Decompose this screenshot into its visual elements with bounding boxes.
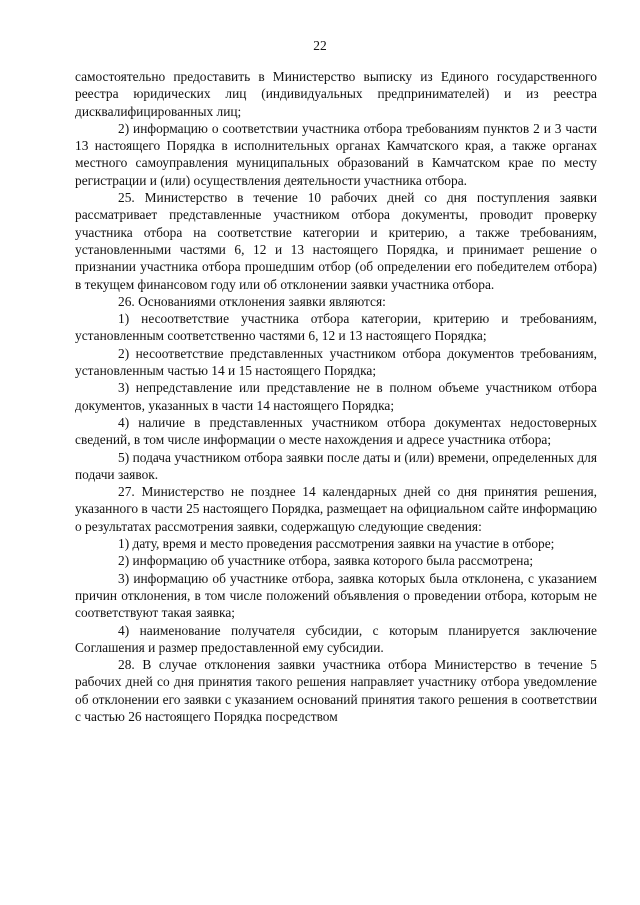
paragraph-11: 2) информацию об участнике отбора, заявка которого была рассмотрена;: [118, 553, 534, 569]
paragraph-4: 1) несоответствие участника отбора категории, критерию и требованиям, установленным соответственно частями 6, 12 и 13 настоящего Порядка;: [75, 311, 597, 344]
paragraph-6: 3) непредставление или представление не в полном объеме участником отбора документов, указанных в части 14 настоящего Порядка;: [75, 380, 597, 413]
paragraph-5: 2) несоответствие представленных участником отбора документов требованиям, установленным частью 14 и 15 настоящего Порядка;: [75, 345, 597, 379]
paragraph-2: 25. Министерство в течение 10 рабочих дней со дня поступления заявки рассматривает представленные участником отбора документы, проводит проверку участника отбора на соответствие категории и критерию, а также требованиям, установленными частями 6, 12 и 13 настоящего Порядка, и принимает решение о признании участника отбора прошедшим отбор (об определении его победителем отбора) в текущем финансовом году или об отклонении заявки участника отбора.: [75, 190, 597, 292]
paragraph-10: 1) дату, время и место проведения рассмотрения заявки на участие в отборе;: [118, 536, 555, 552]
paragraph-7: 4) наличие в представленных участником отбора документах недостоверных сведений, в том числе информации о месте нахождения и адресе участника отбора;: [75, 414, 597, 448]
page-number: 22: [313, 38, 327, 53]
paragraph-14: 28. В случае отклонения заявки участника отбора Министерство в течение 5 рабочих дней со дня принятия такого решения направляет участнику отбора уведомление об отклонении его заявки с указанием оснований принятия такого решения в соответствии с частью 26 настоящего Порядка посредством: [75, 657, 597, 724]
paragraph-8: 5) подача участником отбора заявки после даты и (или) времени, определенных для подачи заявок.: [75, 449, 597, 482]
paragraph-13: 4) наименование получателя субсидии, с которым планируется заключение Соглашения и размер предоставленной ему субсидии.: [75, 622, 597, 655]
document-body: [75, 68, 597, 725]
paragraph-3: 26. Основаниями отклонения заявки являются:: [118, 293, 386, 309]
paragraph-0: самостоятельно предоставить в Министерство выписку из Единого государственного реестра юридических лиц (индивидуальных предпринимателей) и из реестра дисквалифицированных лиц;: [75, 69, 597, 119]
paragraph-9: 27. Министерство не позднее 14 календарных дней со дня принятия решения, указанного в части 25 настоящего Порядка, размещает на официальном сайте информацию о результатах рассмотрения заявки, содержащую следующие сведения:: [75, 484, 597, 534]
paragraph-12: 3) информацию об участнике отбора, заявка которых была отклонена, с указанием причин отклонения, в том числе положений объявления о проведении отбора, которым не соответствуют такая заявка;: [75, 570, 597, 621]
paragraph-1: 2) информацию о соответствии участника отбора требованиям пунктов 2 и 3 части 13 настоящего Порядка в исполнительных органах Камчатского края, а также органах местного самоуправления муниципальных образований в Камчатском крае по месту регистрации и (или) осуществления деятельности участника отбора.: [75, 120, 597, 188]
